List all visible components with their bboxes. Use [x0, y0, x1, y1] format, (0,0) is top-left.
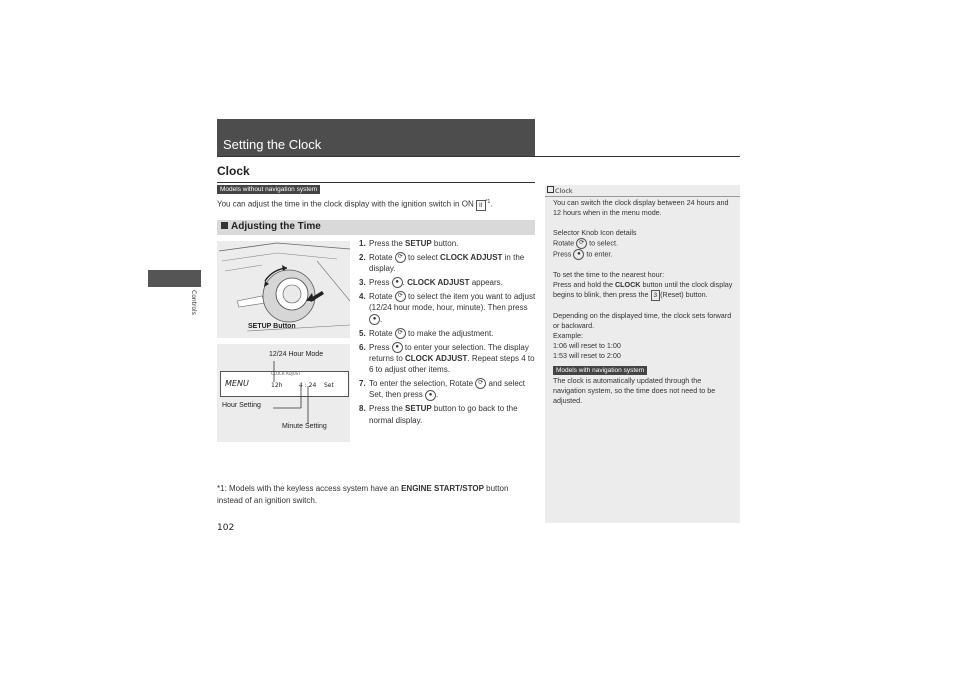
figure-setup-knob — [217, 241, 350, 338]
footnote-bold: ENGINE START/STOP — [401, 484, 484, 493]
step-2: 2. Rotate ⟳ to select CLOCK ADJUST in the display. — [359, 252, 525, 274]
screen-top-label: CLOCK ADJUST — [271, 371, 301, 376]
note-example: Example: — [553, 331, 583, 340]
notes-body — [553, 198, 733, 406]
step-4: 4. Rotate ⟳ to select the item you want to adjust (12/24 hour mode, hour, minute). Then press ● . — [359, 291, 536, 324]
note-example-2: 1:53 will reset to 2:00 — [553, 351, 621, 360]
subsection-title-text: Adjusting the Time — [231, 221, 321, 232]
step-6: 6. Press ● to enter your selection. The display returns to CLOCK ADJUST. Repeat steps 4 to 6 to adjust other items. — [359, 342, 535, 375]
label-minute-setting: Minute Setting — [282, 423, 327, 430]
press-knob-icon: ● — [573, 249, 584, 260]
intro-end: . — [490, 199, 493, 209]
tag-with-nav: Models with navigation system — [553, 366, 647, 375]
press-knob-icon: ● — [392, 342, 403, 353]
rotate-knob-icon: ⟳ — [395, 252, 406, 263]
figure1-caption — [248, 323, 296, 330]
note-rotate: Rotate ⟳ to select. — [553, 238, 618, 248]
label-hour-mode: 12/24 Hour Mode — [269, 351, 324, 358]
intro-paragraph — [217, 197, 537, 211]
notes-title-text: Clock — [555, 187, 573, 195]
press-knob-icon: ● — [425, 390, 436, 401]
rotate-knob-icon: ⟳ — [576, 238, 587, 249]
note-forward-backward: Depending on the displayed time, the clock sets forward or backward. — [553, 311, 732, 330]
intro-prefix: You can adjust the time in the clock display with the ignition switch in ON — [217, 199, 476, 209]
section-rule — [217, 182, 535, 183]
reset-key: 3 — [651, 290, 661, 301]
note-nav-auto: The clock is automatically updated through the navigation system, so the time does not need to be adjusted. — [553, 376, 716, 405]
screen-12h: 12h — [271, 382, 283, 389]
note-knob-details: Selector Knob Icon details — [553, 228, 637, 237]
screen-menu: MENU — [225, 379, 249, 388]
steps-list — [359, 238, 537, 428]
step-8: 8. Press the SETUP button to go back to the normal display. — [359, 404, 518, 425]
note-nearest-hour: To set the time to the nearest hour: — [553, 270, 665, 279]
screen-set: Set — [324, 382, 334, 389]
step-3: 3. Press ● . CLOCK ADJUST appears. — [359, 277, 503, 287]
note-press-hold: Press and hold the CLOCK button until the clock display begins to blink, then press the 3 (Reset) button. — [553, 280, 733, 299]
step-1: 1. Press the SETUP button. — [359, 239, 459, 248]
note-box-icon — [547, 186, 554, 193]
figure-clock-display — [217, 344, 350, 442]
ignition-key: II — [476, 200, 486, 211]
step-5: 5. Rotate ⟳ to make the adjustment. — [359, 328, 494, 338]
section-title: Clock — [217, 164, 250, 178]
footnote-suffix: button instead of an ignition switch. — [217, 484, 509, 505]
square-bullet-icon — [221, 222, 228, 229]
page-number: 102 — [217, 523, 235, 533]
side-tab[interactable] — [148, 270, 201, 287]
page-title: Setting the Clock — [223, 137, 322, 152]
step-7: 7. To enter the selection, Rotate ⟳ and select Set, then press ● . — [359, 378, 525, 400]
press-knob-icon: ● — [392, 277, 403, 288]
note-press: Press ● to enter. — [553, 249, 613, 259]
notes-title — [547, 186, 573, 195]
footnote — [217, 483, 535, 506]
rotate-knob-icon: ⟳ — [395, 328, 406, 339]
label-hour-setting: Hour Setting — [222, 402, 261, 409]
rotate-knob-icon: ⟳ — [475, 378, 486, 389]
subsection-title — [221, 221, 321, 232]
notes-rule — [545, 196, 740, 197]
title-rule — [217, 156, 740, 157]
note-p1: You can switch the clock display between 24 hours and 12 hours when in the menu mode. — [553, 198, 729, 217]
tag-no-nav: Models without navigation system — [217, 185, 320, 194]
press-knob-icon: ● — [369, 314, 380, 325]
footnote-prefix: *1: Models with the keyless access system have an — [217, 484, 402, 493]
screen-time: 4 : 24 — [299, 382, 317, 389]
setup-button-caption: SETUP Button — [248, 323, 296, 330]
intro-footnote-ref: *1 — [485, 199, 491, 205]
rotate-knob-icon: ⟳ — [395, 291, 406, 302]
note-example-1: 1:06 will reset to 1:00 — [553, 341, 621, 350]
side-tab-label: Controls — [190, 290, 197, 315]
